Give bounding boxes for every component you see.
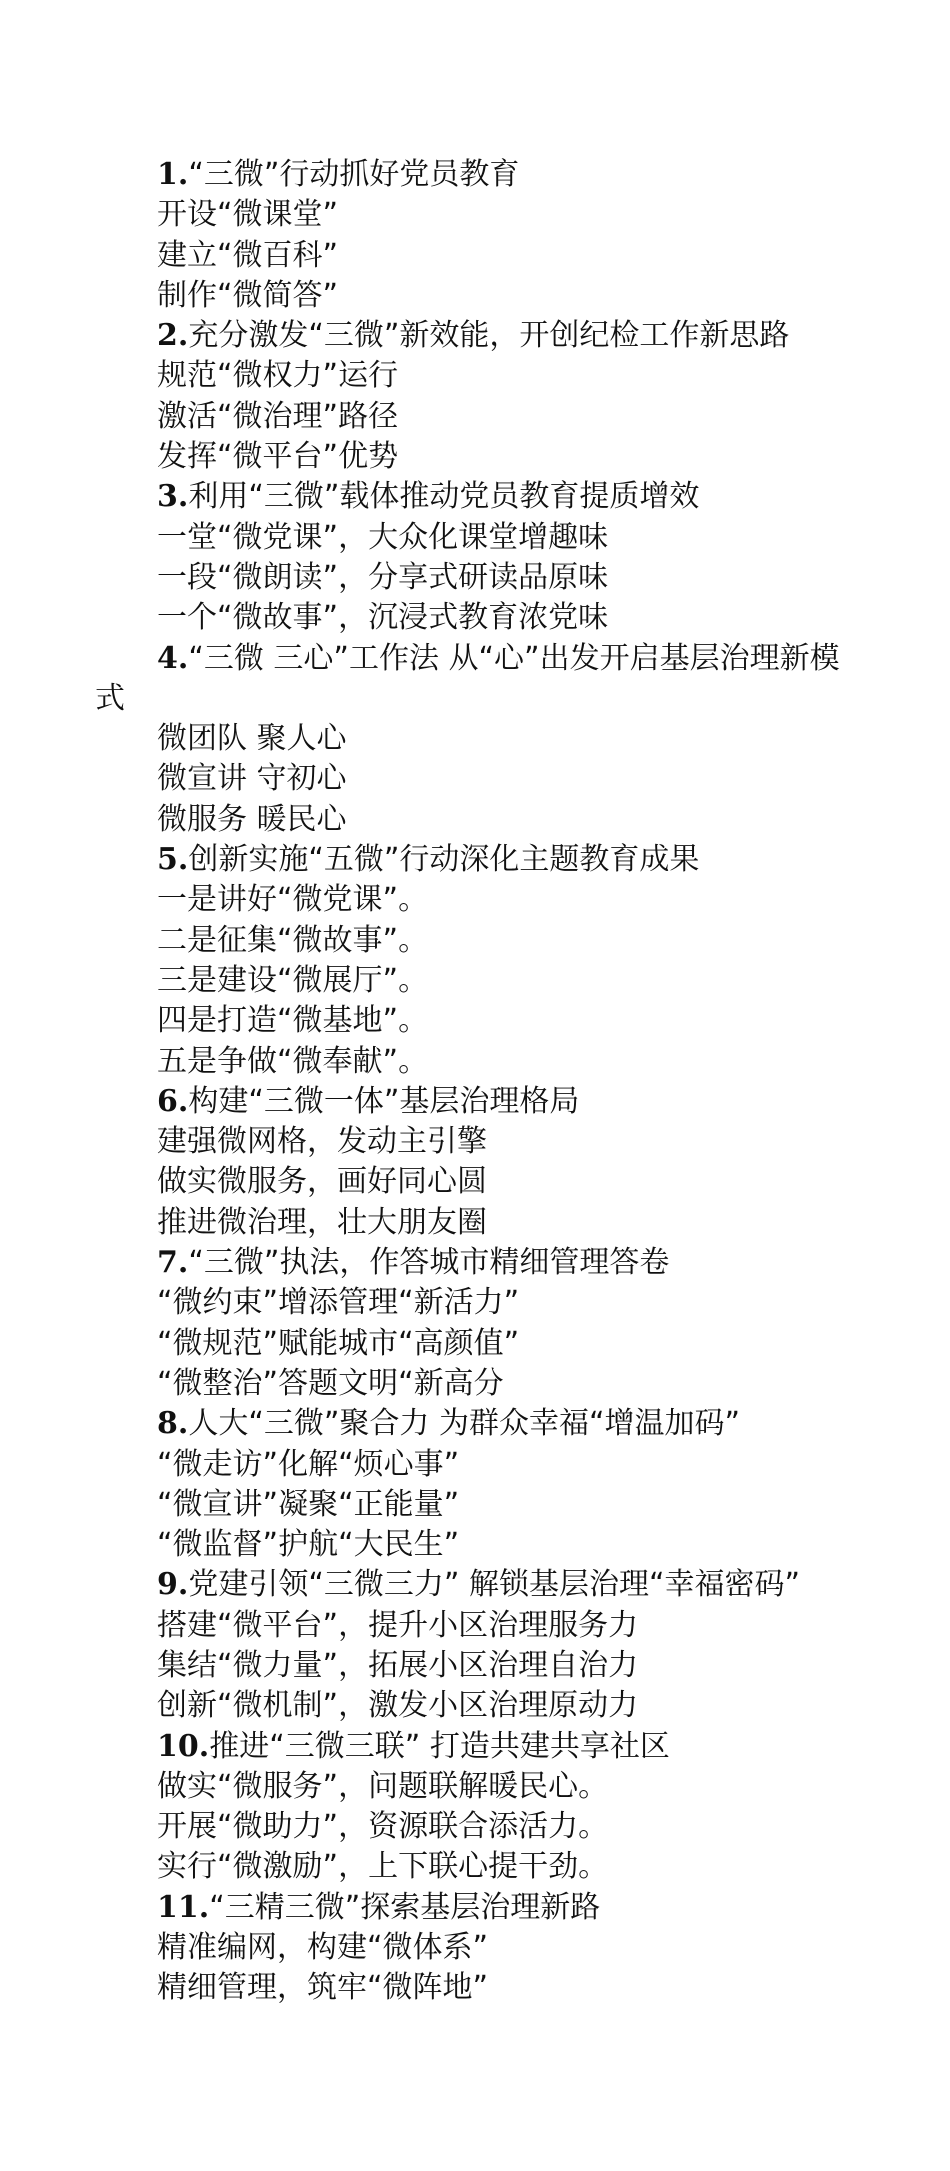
section-heading <box>95 1565 865 1605</box>
section-item: 建立“微百科” <box>157 237 339 273</box>
section-number: 3. <box>157 479 189 515</box>
section-item: 发挥“微平台”优势 <box>157 439 399 475</box>
section-item: 做实微服务，画好同心圆 <box>157 1164 487 1200</box>
section-item: 微服务 暖民心 <box>157 801 347 837</box>
section-item: “微走访”化解“烦心事” <box>157 1446 460 1482</box>
section-item: 激活“微治理”路径 <box>157 398 399 434</box>
section-item: 微宣讲 守初心 <box>157 761 347 797</box>
section-heading <box>95 1888 865 1928</box>
section-item: 开设“微课堂” <box>157 197 339 233</box>
section-item: “微约束”增添管理“新活力” <box>157 1285 520 1321</box>
section-item: 做实“微服务”，问题联解暖民心。 <box>157 1768 609 1804</box>
section-heading <box>95 1243 865 1283</box>
section-number: 2. <box>157 318 189 354</box>
section-item: 微团队 聚人心 <box>157 721 347 757</box>
section-item: 创新“微机制”，激发小区治理原动力 <box>157 1688 639 1724</box>
section-title: 人大“三微”聚合力 为群众幸福“增温加码” <box>188 1406 741 1442</box>
section-heading <box>95 477 865 517</box>
section-number: 6. <box>157 1083 189 1119</box>
section-title: “三微 三心”工作法 从“心”出发开启基层治理新模式 <box>95 640 840 716</box>
section-heading <box>95 1404 865 1444</box>
section-number: 11. <box>157 1889 210 1925</box>
section-item: 精准编网，构建“微体系” <box>157 1930 489 1966</box>
section-number: 1. <box>157 157 189 192</box>
section-item: 搭建“微平台”，提升小区治理服务力 <box>157 1607 639 1643</box>
document-body <box>95 155 865 2009</box>
section-item: 集结“微力量”，拓展小区治理自治力 <box>157 1647 639 1683</box>
section-title: 构建“三微一体”基层治理格局 <box>188 1083 580 1119</box>
section-number: 10. <box>157 1728 210 1764</box>
section-item: “微宣讲”凝聚“正能量” <box>157 1486 460 1522</box>
section-item: 三是建设“微展厅”。 <box>157 962 429 998</box>
section-item: 一是讲好“微党课”。 <box>157 882 429 918</box>
section-item: 四是打造“微基地”。 <box>157 1003 429 1039</box>
section-number: 4. <box>157 640 189 676</box>
section-title: “三精三微”探索基层治理新路 <box>209 1889 601 1925</box>
section-title: 充分激发“三微”新效能，开创纪检工作新思路 <box>188 318 790 354</box>
section-item: 二是征集“微故事”。 <box>157 922 429 958</box>
section-number: 7. <box>157 1245 189 1281</box>
section-item: 推进微治理，壮大朋友圈 <box>157 1204 487 1240</box>
section-heading <box>95 316 865 356</box>
section-title: “三微”行动抓好党员教育 <box>188 157 520 192</box>
section-item: 五是争做“微奉献”。 <box>157 1043 429 1079</box>
section-title: 推进“三微三联” 打造共建共享社区 <box>209 1728 670 1764</box>
section-heading <box>95 1727 865 1767</box>
section-title: “三微”执法，作答城市精细管理答卷 <box>188 1245 670 1281</box>
section-item: 开展“微助力”，资源联合添活力。 <box>157 1809 609 1845</box>
section-item: 一个“微故事”，沉浸式教育浓党味 <box>157 600 609 636</box>
section-item: 精细管理，筑牢“微阵地” <box>157 1970 489 2006</box>
section-number: 5. <box>157 842 189 878</box>
section-item: 制作“微简答” <box>157 277 339 313</box>
section-item: 规范“微权力”运行 <box>157 358 399 394</box>
section-number: 9. <box>157 1567 189 1603</box>
section-item: 建强微网格，发动主引擎 <box>157 1124 487 1160</box>
section-heading <box>95 1082 865 1122</box>
section-heading <box>95 840 865 880</box>
section-heading <box>95 639 865 720</box>
section-heading <box>95 155 865 195</box>
section-title: 党建引领“三微三力” 解锁基层治理“幸福密码” <box>188 1567 801 1603</box>
section-item: “微规范”赋能城市“高颜值” <box>157 1325 520 1361</box>
section-item: 一段“微朗读”，分享式研读品原味 <box>157 559 609 595</box>
section-item: 实行“微激励”，上下联心提干劲。 <box>157 1849 609 1885</box>
section-item: “微整治”答题文明“新高分 <box>157 1365 504 1401</box>
section-item: “微监督”护航“大民生” <box>157 1527 460 1563</box>
section-number: 8. <box>157 1406 189 1442</box>
section-item: 一堂“微党课”，大众化课堂增趣味 <box>157 519 609 555</box>
section-title: 创新实施“五微”行动深化主题教育成果 <box>188 842 700 878</box>
section-title: 利用“三微”载体推动党员教育提质增效 <box>188 479 700 515</box>
